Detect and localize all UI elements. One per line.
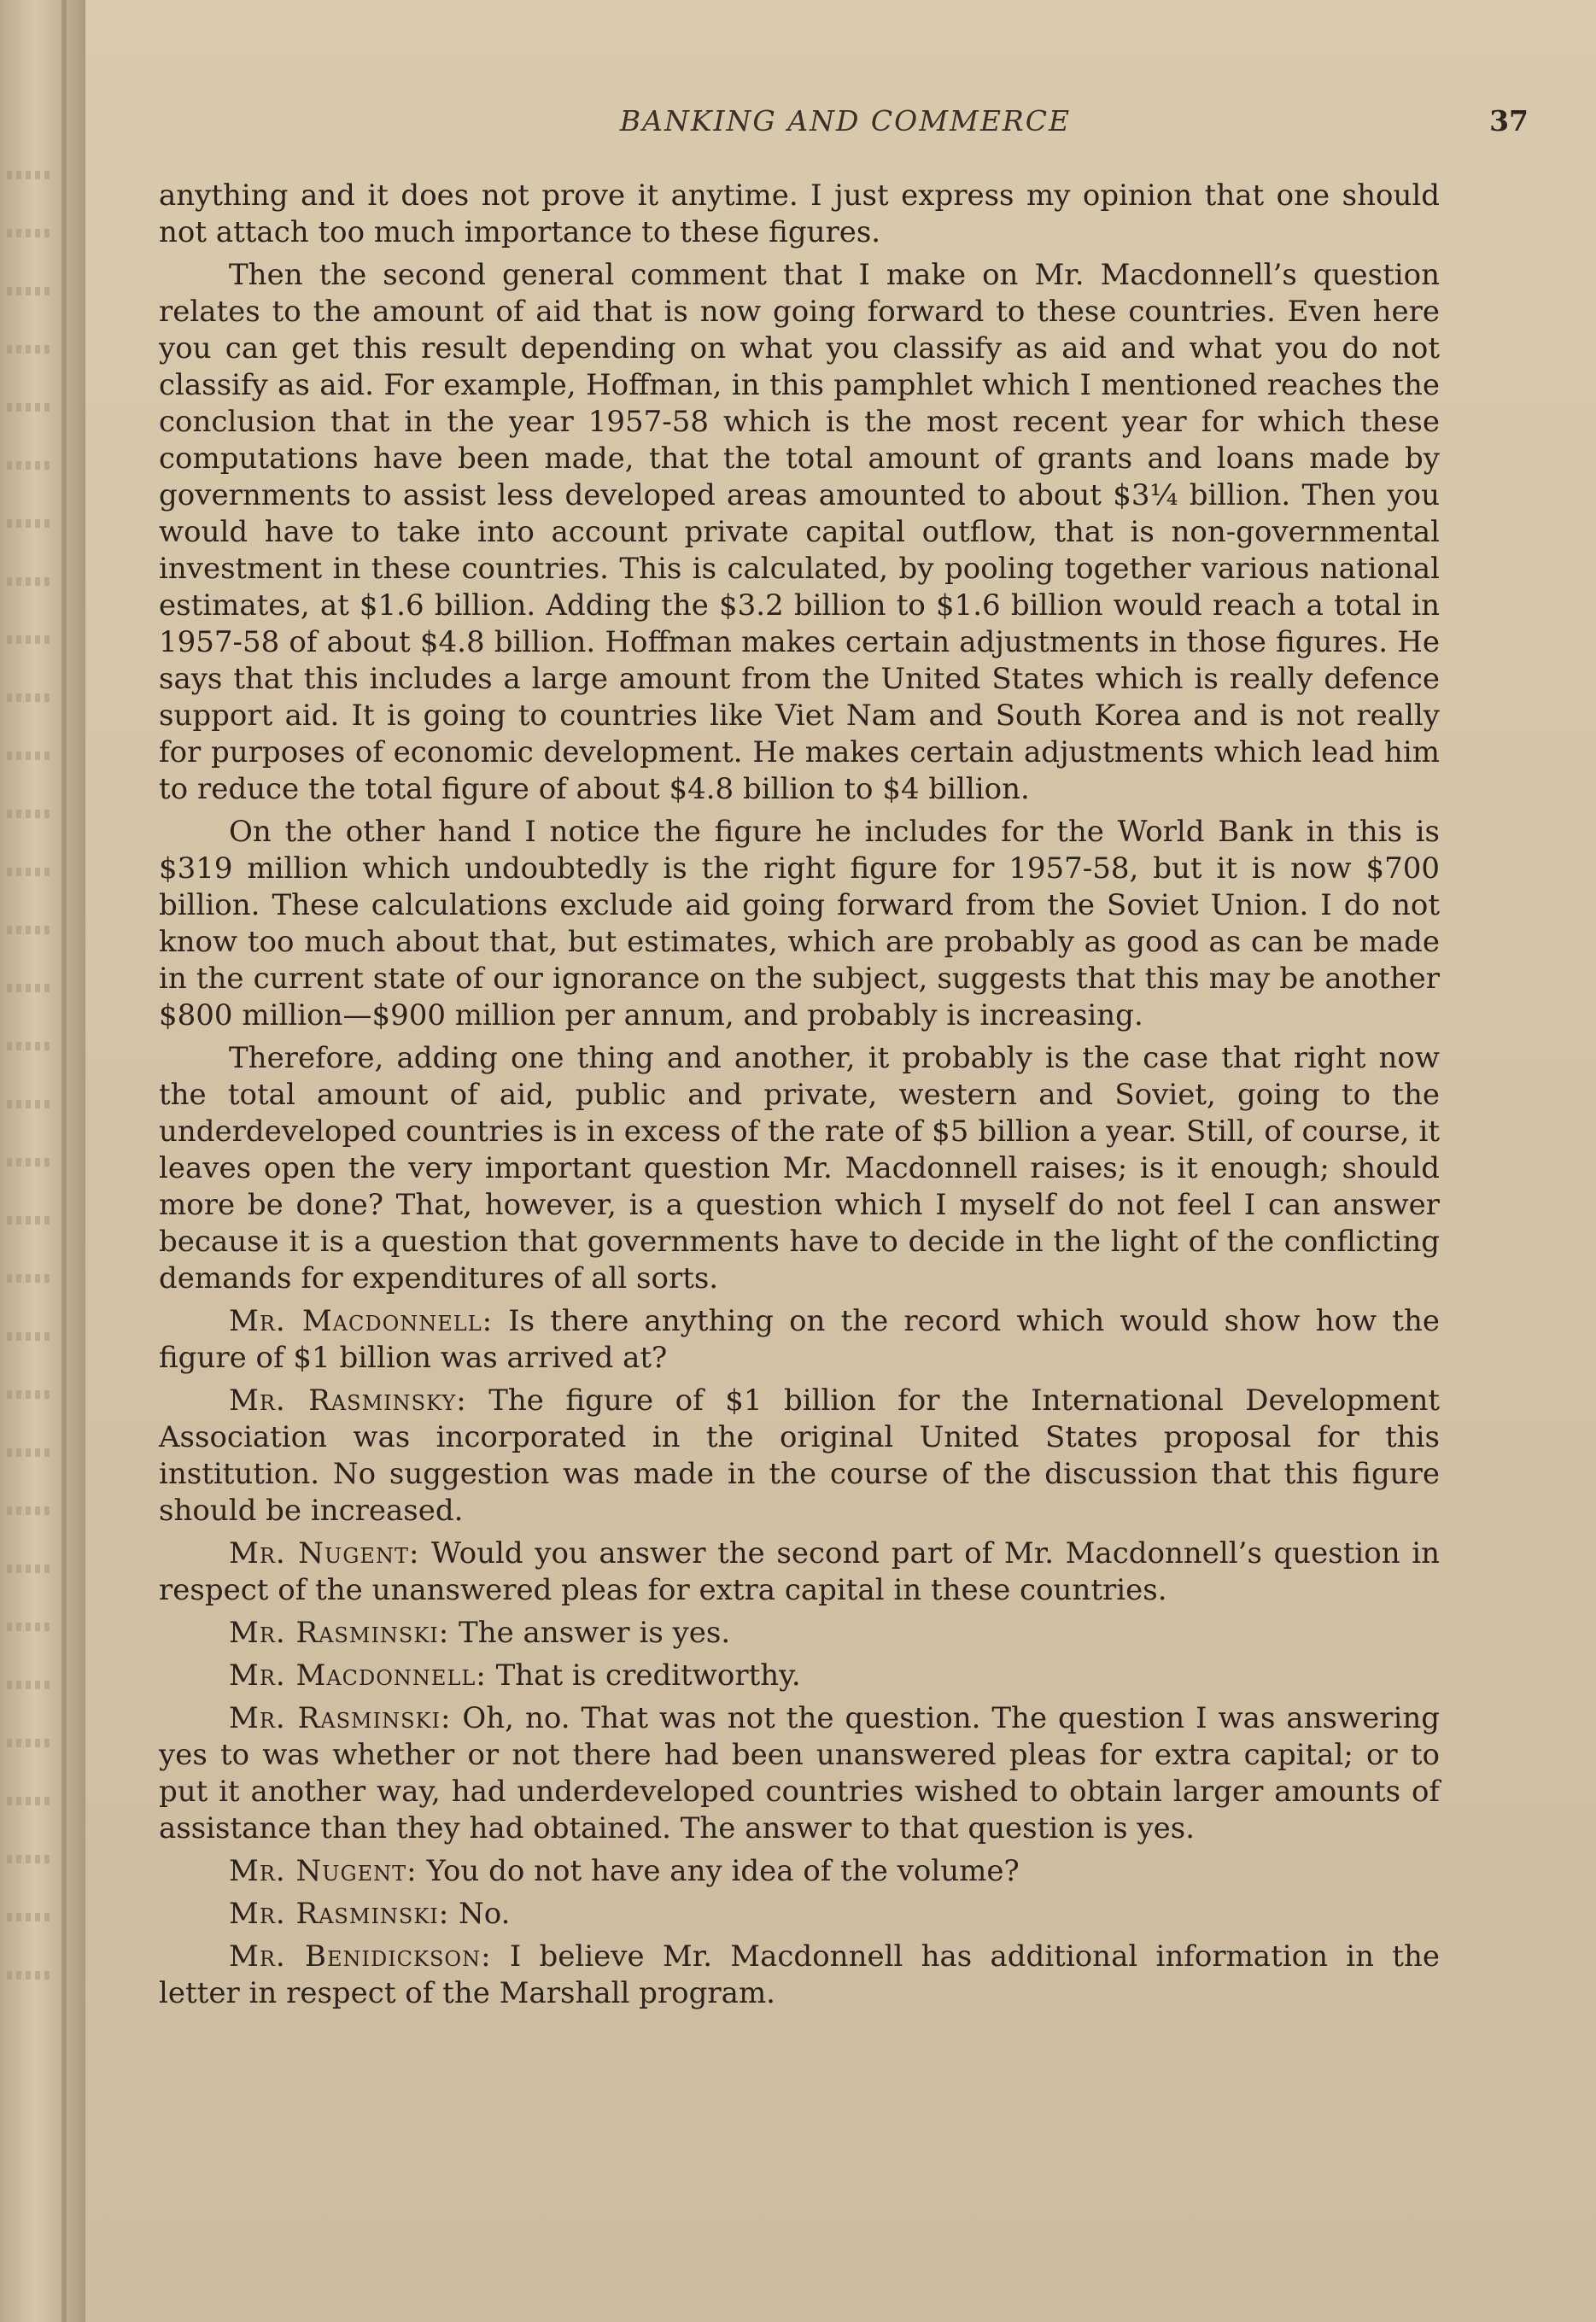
paragraph-text: On the other hand I notice the figure he includes for the World Bank in this is $319 million which undoubtedly is the right figure for 1957-58, but it is now $700 billion. These calculations exclude aid going forward from the Soviet Union. I do not know too much about that, but estimates, which are probably as good as can be made in the current state of our ignorance on the subject, suggests that this may be another $800 million—$900 million per annum, and probably is increasing. [159, 815, 1440, 1032]
dialogue-paragraph [159, 1853, 1440, 1890]
paragraph-text: Is there anything on the record which would show how the figure of $1 billion was arrived at? [159, 1304, 1440, 1375]
dialogue-paragraph [159, 1615, 1440, 1652]
speaker-name: Mr. Rasminski: [229, 1701, 452, 1735]
paragraph-text: Then the second general comment that I make on Mr. Macdonnell’s question relates to the amount of aid that is now going forward to these countries. Even here you can get this result depending on what you classify as aid and what you do not classify as aid. For example, Hoffman, in this pamphlet which I mentioned reaches the conclusion that in the year 1957-58 which is the most recent year for which these computations have been made, that the total amount of grants and loans made by governments to assist less developed areas amounted to about $3¼ billion. Then you would have to take into account private capital outflow, that is non-governmental investment in these countries. This is calculated, by pooling together various national estimates, at $1.6 billion. Adding the $3.2 billion to $1.6 billion would reach a total in 1957-58 of about $4.8 billion. Hoffman makes certain adjustments in those figures. He says that this includes a large amount from the United States which is really defence support aid. It is going to countries like Viet Nam and South Korea and is not really for purposes of economic development. He makes certain adjustments which lead him to reduce the total figure of about $4.8 billion to $4 billion. [159, 258, 1440, 806]
speaker-name: Mr. Rasminski: [229, 1897, 450, 1931]
speaker-name: Mr. Benidickson: [229, 1939, 492, 1974]
paragraph [159, 178, 1440, 251]
speaker-name: Mr. Macdonnell: [229, 1304, 494, 1338]
paragraph-text: Would you answer the second part of Mr. Macdonnell’s question in respect of the unanswered pleas for extra capital in these countries. [159, 1536, 1440, 1607]
paragraph-text: The answer is yes. [459, 1616, 731, 1650]
dialogue-paragraph [159, 1939, 1440, 2012]
speaker-name: Mr. Macdonnell: [229, 1658, 487, 1693]
speaker-name: Mr. Nugent: [229, 1536, 420, 1570]
paragraph-text: Oh, no. That was not the question. The question I was answering yes to was whether or not there had been unanswered pleas for extra capital; or to put it another way, had underdeveloped countries wished to obtain larger amounts of assistance than they had obtained. The answer to that question is yes. [159, 1701, 1440, 1845]
dialogue-paragraph [159, 1303, 1440, 1377]
paragraph-text: Therefore, adding one thing and another, it probably is the case that right now the total amount of aid, public and private, western and Soviet, going to the underdeveloped countries is in excess of the rate of $5 billion a year. Still, of course, it leaves open the very important question Mr. Macdonnell raises; is it enough; should more be done? That, however, is a question which I myself do not feel I can answer because it is a question that governments have to decide in the light of the conflicting demands for expenditures of all sorts. [159, 1041, 1440, 1296]
paragraph [159, 257, 1440, 808]
dialogue-paragraph [159, 1658, 1440, 1694]
book-page [85, 0, 1596, 2322]
paragraph-text: I believe Mr. Macdonnell has additional information in the letter in respect of the Marshall program. [159, 1939, 1440, 2010]
paragraph-text: That is creditworthy. [495, 1658, 801, 1693]
spine-edge-shadow [61, 0, 67, 2322]
paragraph-text: The figure of $1 billion for the International Development Association was incorporated in the original United States proposal for this institution. No suggestion was made in the course of the discussion that this figure should be increased. [159, 1383, 1441, 1528]
paragraph [159, 814, 1440, 1034]
paragraph [159, 1040, 1440, 1297]
paragraph-text: anything and it does not prove it anytime. I just express my opinion that one should not attach too much importance to these figures. [159, 178, 1440, 249]
paragraph-text: No. [459, 1897, 511, 1931]
body-text [159, 178, 1440, 2018]
speaker-name: Mr. Nugent: [229, 1854, 418, 1888]
page-number: 37 [1489, 104, 1529, 137]
dialogue-paragraph [159, 1535, 1440, 1609]
facing-page-text-fragments [7, 171, 53, 2135]
dialogue-paragraph [159, 1896, 1440, 1933]
speaker-name: Mr. Rasminski: [229, 1616, 450, 1650]
speaker-name: Mr. Rasminsky: [229, 1383, 467, 1418]
dialogue-paragraph [159, 1700, 1440, 1847]
running-head: BANKING AND COMMERCE [619, 104, 1072, 137]
paragraph-text: You do not have any idea of the volume? [426, 1854, 1020, 1888]
page-header [162, 104, 1529, 143]
dialogue-paragraph [159, 1383, 1440, 1529]
book-spine [0, 0, 85, 2322]
